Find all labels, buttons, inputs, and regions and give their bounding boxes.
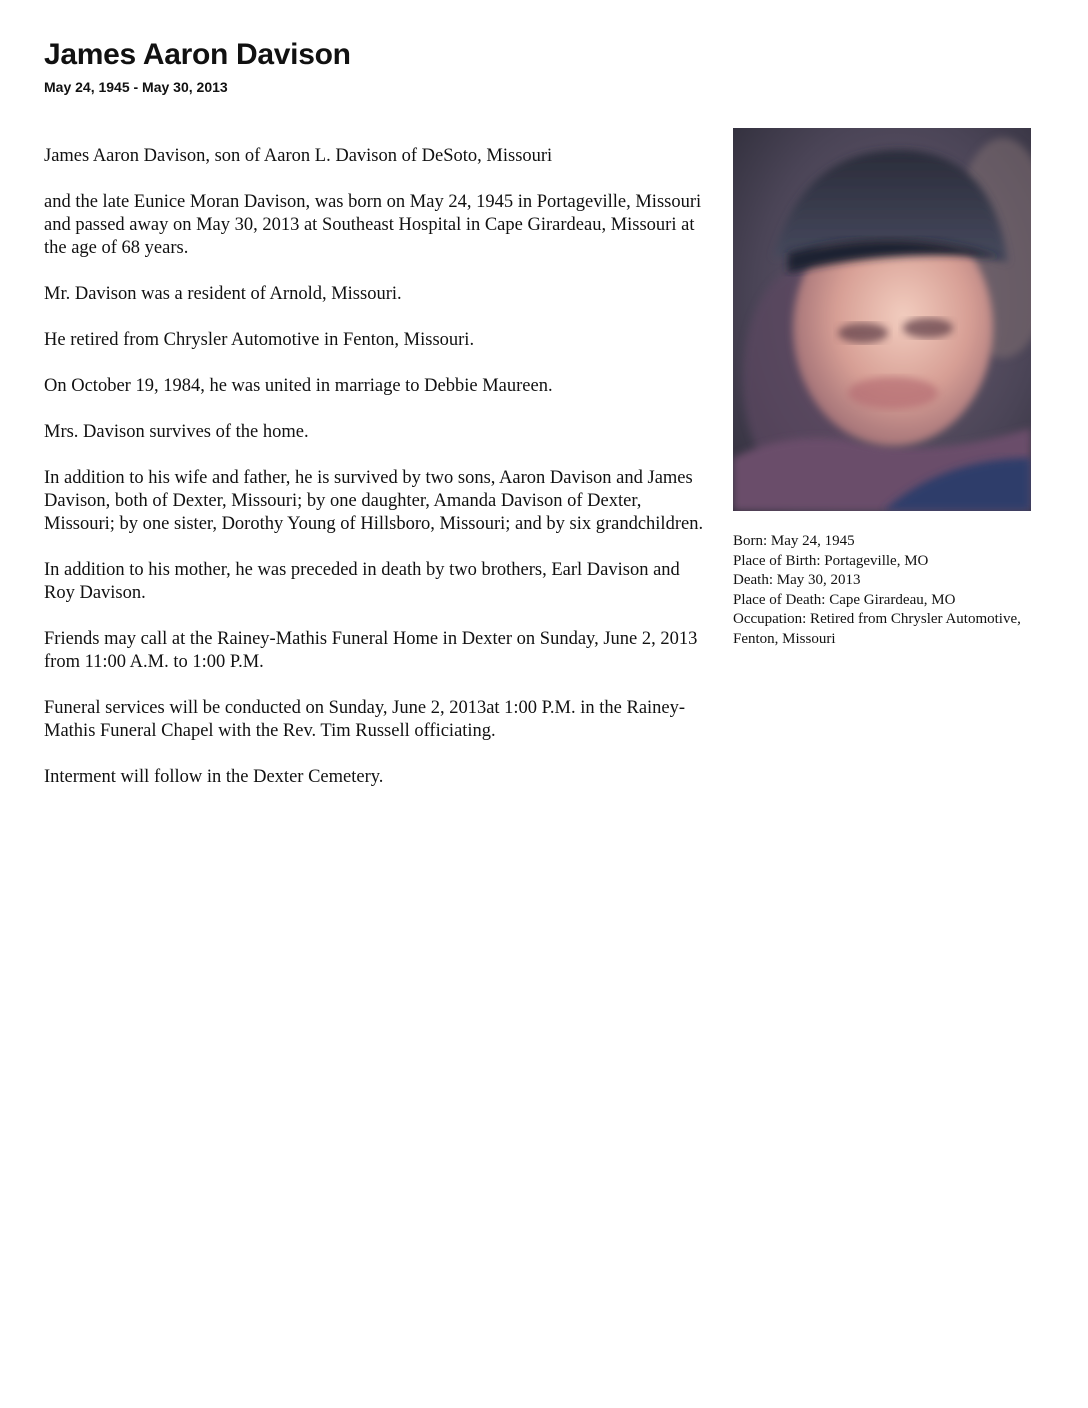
obituary-paragraph: James Aaron Davison, son of Aaron L. Davison of DeSoto, Missouri — [44, 146, 553, 166]
obituary-paragraph: and the late Eunice Moran Davison, was born on May 24, 1945 in Portageville, Missouri and passed away on May 30, 2013 at Southeast Hospital in Cape Girardeau, Missouri at the age of 68 years. — [44, 192, 702, 258]
obituary-paragraph: Interment will follow in the Dexter Cemetery. — [44, 767, 384, 787]
death-place: Place of Death: Cape Girardeau, MO — [733, 591, 956, 608]
birth-place: Place of Birth: Portageville, MO — [733, 552, 929, 569]
obituary-paragraph: In addition to his wife and father, he is survived by two sons, Aaron Davison and James Davison, both of Dexter, Missouri; by one daughter, Amanda Davison of Dexter, Missouri; by one sister, Dorothy Young of Hillsboro, Missouri; and by six grandchildren. — [44, 468, 704, 534]
death-date: Death: May 30, 2013 — [733, 572, 861, 588]
obituary-paragraph: Funeral services will be conducted on Sunday, June 2, 2013at 1:00 P.M. in the Rainey-Mathis Funeral Chapel with the Rev. Tim Russell officiating. — [44, 698, 686, 741]
vital-facts — [733, 532, 1043, 649]
occupation: Occupation: Retired from Chrysler Automotive, Fenton, Missouri — [733, 611, 1021, 647]
page-title: James Aaron Davison — [44, 38, 351, 71]
obituary-paragraph: In addition to his mother, he was preceded in death by two brothers, Earl Davison and Roy Davison. — [44, 560, 680, 603]
obituary-paragraph: Friends may call at the Rainey-Mathis Funeral Home in Dexter on Sunday, June 2, 2013 from 11:00 A.M. to 1:00 P.M. — [44, 629, 698, 672]
obituary-paragraph: On October 19, 1984, he was united in marriage to Debbie Maureen. — [44, 376, 553, 396]
obituary-paragraph: Mrs. Davison survives of the home. — [44, 422, 309, 442]
born-date: Born: May 24, 1945 — [733, 533, 855, 549]
obituary-paragraph: He retired from Chrysler Automotive in Fenton, Missouri. — [44, 330, 475, 350]
obituary-text — [44, 145, 709, 812]
portrait-photo — [733, 128, 1031, 511]
life-dates: May 24, 1945 - May 30, 2013 — [44, 79, 228, 95]
obituary-paragraph: Mr. Davison was a resident of Arnold, Missouri. — [44, 284, 402, 304]
